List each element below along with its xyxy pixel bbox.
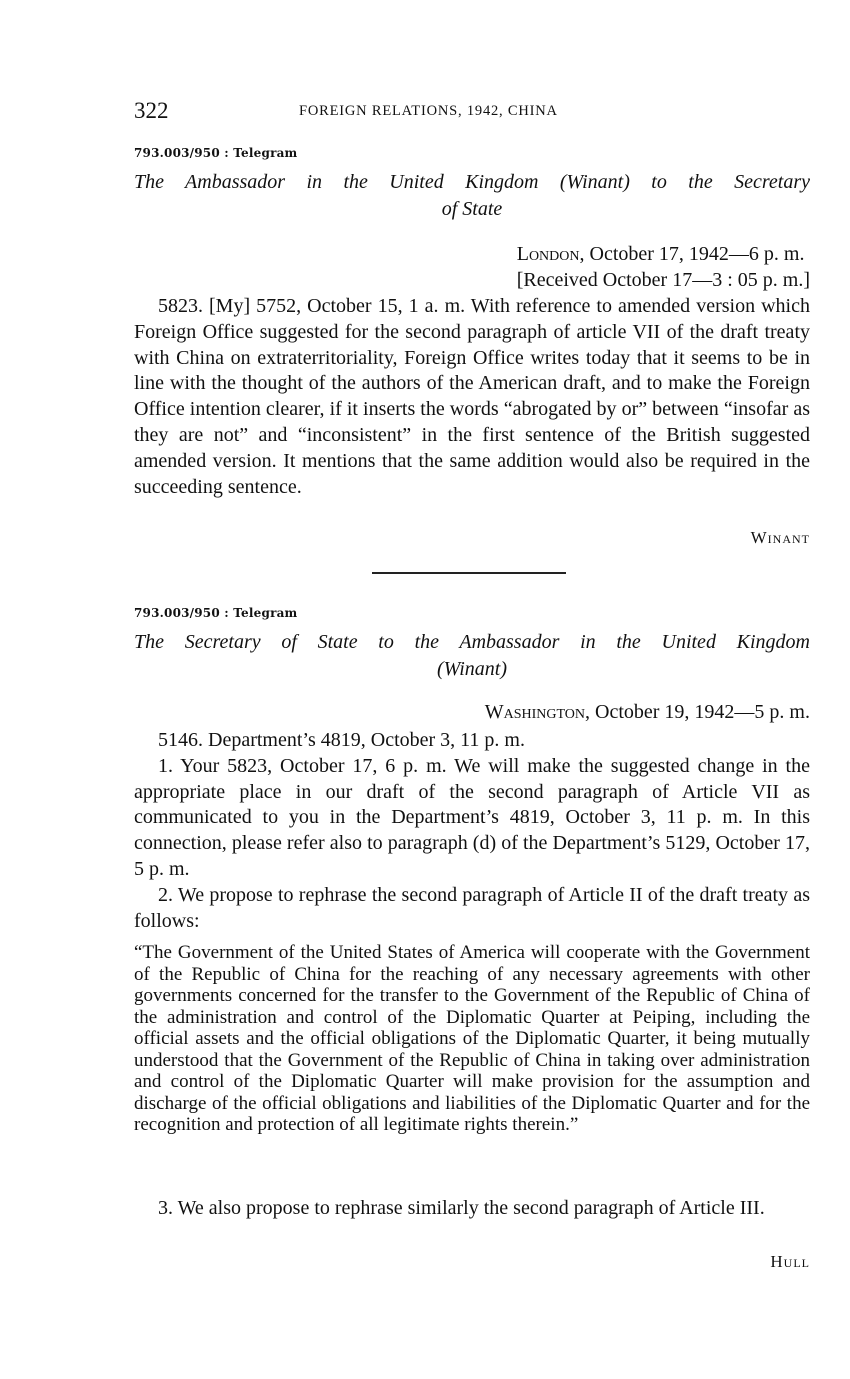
doc1-dateline <box>517 241 810 293</box>
doc2-paragraph-1: 1. Your 5823, October 17, 6 p. m. We will make the suggested change in the appropriate place in our draft of the second paragraph of Article VII as communicated to you in the Department’s 4819, October 3, 11 p. m. In this connection, please refer also to paragraph (d) of the Department’s 5129, October 17, 5 p. m. <box>134 754 810 880</box>
doc1-heading <box>134 169 810 223</box>
page-number: 322 <box>134 98 169 123</box>
doc2-paragraph-2: 2. We propose to rephrase the second paragraph of Article II of the draft treaty as follows: <box>134 883 810 932</box>
doc1-received: [Received October 17—3 : 05 p. m.] <box>516 269 810 291</box>
doc2-body <box>134 728 810 934</box>
doc2-body-end <box>134 1196 810 1222</box>
doc2-paragraph-3: 3. We also propose to rephrase similarly the second paragraph of Article III. <box>158 1197 765 1219</box>
doc1-heading-line2: of State <box>441 198 503 220</box>
doc2-heading-line2: (Winant) <box>437 658 507 680</box>
running-head <box>134 98 810 128</box>
doc2-heading <box>134 629 810 683</box>
doc1-place: London <box>516 243 580 265</box>
doc1-heading-line1: The Ambassador in the United Kingdom (Winant) to the Secretary <box>134 171 810 193</box>
doc1-file-number: 793.003/950 : Telegram <box>134 146 298 160</box>
doc1-signature: Winant <box>750 528 810 547</box>
doc2-place: Washington <box>484 701 586 723</box>
doc2-date: , October 19, 1942—5 p. m. <box>585 701 810 723</box>
doc2-paragraph-ref: 5146. Department’s 4819, October 3, 11 p. m. <box>158 729 525 751</box>
doc2-heading-line1: The Secretary of State to the Ambassador in the United Kingdom <box>134 631 810 653</box>
doc1-body-paragraph: 5823. [My] 5752, October 15, 1 a. m. With reference to amended version which Foreign Office suggested for the second paragraph of article VII of the draft treaty with China on extraterritoriality, Foreign Office writes today that it seems to be in line with the thought of the authors of the American draft, and to make the Foreign Office intention clearer, if it inserts the words “abrogated by or” between “insofar as they are not” and “inconsistent” in the first sentence of the British suggested amended version. It mentions that the same addition would also be required in the succeeding sentence. <box>134 295 810 498</box>
doc2-file-number: 793.003/950 : Telegram <box>134 606 298 620</box>
running-title: FOREIGN RELATIONS, 1942, CHINA <box>299 103 558 119</box>
section-divider <box>372 572 566 574</box>
doc2-dateline <box>485 699 810 725</box>
doc1-date-line <box>517 241 810 267</box>
doc1-body <box>134 294 810 500</box>
doc2-quote: “The Government of the United States of America will cooperate with the Government of the Republic of China for the reaching of any necessary agreements with other governments concerned for the transfer to the Government of the Republic of China of the administration and control of the Diplomatic Quarter at Peiping, including the official assets and the official obligations of the Diplomatic Quarter, it being mutually understood that the Government of the Republic of China in taking over administration and control of the Diplomatic Quarter will make provision for the assumption and discharge of the official obligations and liabilities of the Diplomatic Quarter and for the recognition and protection of all legitimate rights therein.” <box>134 942 810 1135</box>
doc2-date-line <box>485 699 810 725</box>
doc1-date: , October 17, 1942—6 p. m. <box>579 243 805 265</box>
doc2-signature: Hull <box>770 1252 810 1271</box>
